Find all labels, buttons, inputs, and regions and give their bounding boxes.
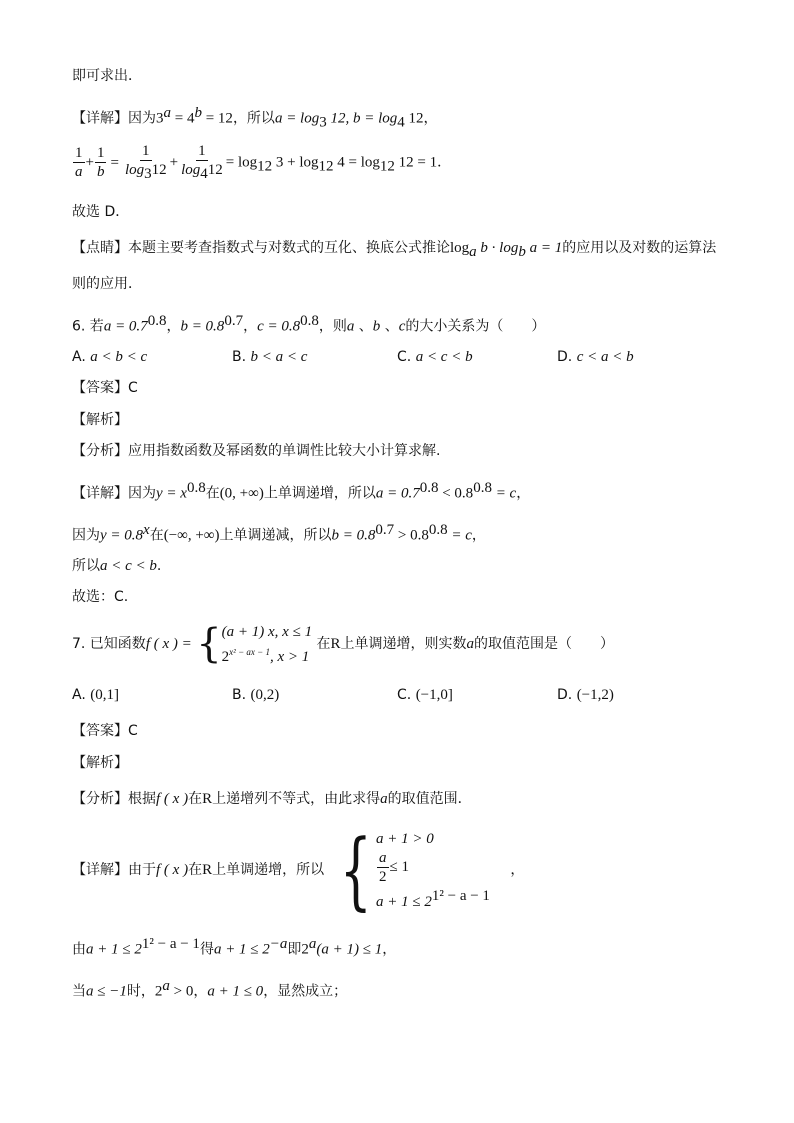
q6-option-a: A. a < b < c (72, 349, 148, 365)
q7-option-d: D. (−1,2) (557, 687, 614, 703)
q7-detail-2: 由$a + 1 \le 2^{1^2 - a - 1}$得$a + 1 \le 2^{-a}$即$2^a(a + 1) \le 1$， (72, 936, 397, 958)
q6-select: 故选：C. (72, 589, 129, 605)
q6-detail-1: 【详解】因为$y = x^{0.8}$在(0, +∞)上单调递增，所以$a = 0.7^{0.8} < 0.8^{0.8} = c$， (72, 480, 531, 502)
q6-option-d: D. c < a < b (557, 349, 634, 365)
q6-analysis: 【分析】应用指数函数及幂函数的单调性比较大小计算求解. (72, 443, 441, 459)
q6-detail-3: 所以a < c < b. (72, 558, 162, 574)
fraction-1-over-a: $\frac{1}{a}$ (75, 145, 83, 180)
text-line-4: 故选 D． (72, 204, 130, 220)
q7-answer: 【答案】C (72, 723, 138, 739)
q7-option-c: C. (−1,0] (397, 687, 453, 703)
inequality-system: a + 1 > 0 $\frac{a}{2}$ ≤ 1 $a + 1 \le 2^{1^2 - a - 1}$ (376, 830, 490, 910)
text-line-5b: 则的应用． (72, 276, 142, 292)
q6-detail-2: 因为$y = 0.8^x$在(−∞, +∞)上单调递减，所以$b = 0.8^{0.7} > 0.8^{0.8} = c$， (72, 522, 486, 544)
q7-option-b: B. (0,2) (232, 687, 280, 703)
text-line-2: 【详解】因为$3^a = 4^b = 12$，所以$a = \log_3 12$, $b = \log_4 12$， (72, 105, 438, 131)
text-line-1: 即可求出． (72, 68, 142, 84)
piecewise-cases: (a + 1) x, x ≤ 1 $2^{x^2 - ax - 1}$, x > 1 (221, 623, 313, 665)
question-6-stem: 6. 若$a = 0.7^{0.8}$，$b = 0.8^{0.7}$，$c = 0.8^{0.8}$，则a 、b 、c的大小关系为（ ） (72, 313, 546, 335)
q6-answer: 【答案】C (72, 380, 138, 396)
q7-jiexi-heading: 【解析】 (72, 755, 128, 771)
q6-option-b: B. b < a < c (232, 349, 308, 365)
fraction-1-over-b: $\frac{1}{b}$ (96, 145, 105, 180)
fraction-1-over-log4-12: $\frac{1}{\log_412}$ (181, 143, 223, 182)
fraction-1-over-log3-12: $\frac{1}{\log_312}$ (124, 143, 167, 182)
text-line-5a: 【点睛】本题主要考查指数式与对数式的互化、换底公式推论$\log_a b \cdot \log_b a = 1$的应用以及对数的运算法 (72, 240, 717, 260)
system-brace: { (339, 821, 372, 919)
q7-detail-3: 当a ≤ −1时，$2^a > 0$，a + 1 ≤ 0，显然成立； (72, 978, 348, 1000)
q6-jiexi-heading: 【解析】 (72, 412, 128, 428)
q7-detail-system: 【详解】由于f ( x )在R上单调递增，所以 { a + 1 > 0 $\frac{a}{2}$ ≤ 1 $a + 1 \le 2^{1^2 - a - 1}$ ， (72, 821, 525, 919)
question-7-stem: 7. 已知函数f ( x ) = { (a + 1) x, x ≤ 1 $2^{x^2 - ax - 1}$, x > 1 在R上单调递增，则实数a的取值范围是（ ） (72, 621, 615, 667)
equation-line-3: $\frac{1}{a}$ + $\frac{1}{b}$ = $\frac{1}{\log_312}$ + $\frac{1}{\log_412}$ = $\log_{12} 3 + \log_{12} 4 = \log_{12} 12 = 1$． (75, 143, 452, 182)
q7-option-a: A. (0,1] (72, 687, 119, 703)
q7-analysis: 【分析】根据f ( x )在R上递增列不等式，由此求得a的取值范围． (72, 791, 472, 807)
left-brace: { (196, 621, 222, 667)
q6-option-c: C. a < c < b (397, 349, 473, 365)
